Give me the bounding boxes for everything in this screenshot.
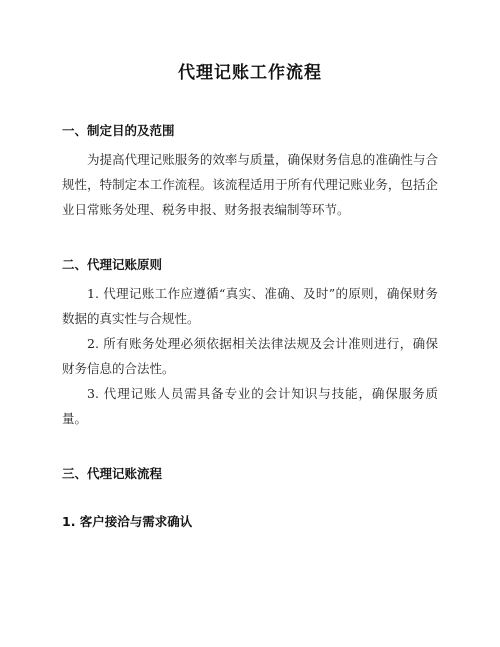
- section-purpose-scope: [62, 122, 438, 222]
- paragraph-principle-2: 2. 所有账务处理必须依据相关法律法规及会计准则进行，确保财务信息的合法性。: [62, 336, 438, 376]
- section-heading: 一、制定目的及范围: [62, 123, 175, 138]
- section-heading: 三、代理记账流程: [62, 466, 163, 481]
- paragraph-principle-3: 3. 代理记账人员需具备专业的会计知识与技能，确保服务质量。: [62, 386, 438, 426]
- section-principles: [62, 256, 438, 431]
- paragraph: 为提高代理记账服务的效率与质量，确保财务信息的准确性与合规性，特制定本工作流程。该流程适用于所有代理记账业务，包括企业日常账务处理、税务申报、财务报表编制等环节。: [62, 152, 438, 217]
- paragraph-principle-1: 1. 代理记账工作应遵循“真实、准确、及时”的原则，确保财务数据的真实性与合规性。: [62, 286, 438, 326]
- section-heading: 二、代理记账原则: [62, 257, 163, 272]
- document-title: 代理记账工作流程: [178, 63, 322, 83]
- sub-heading-client-intake: 1. 客户接洽与需求确认: [62, 514, 193, 529]
- section-process: [62, 465, 438, 531]
